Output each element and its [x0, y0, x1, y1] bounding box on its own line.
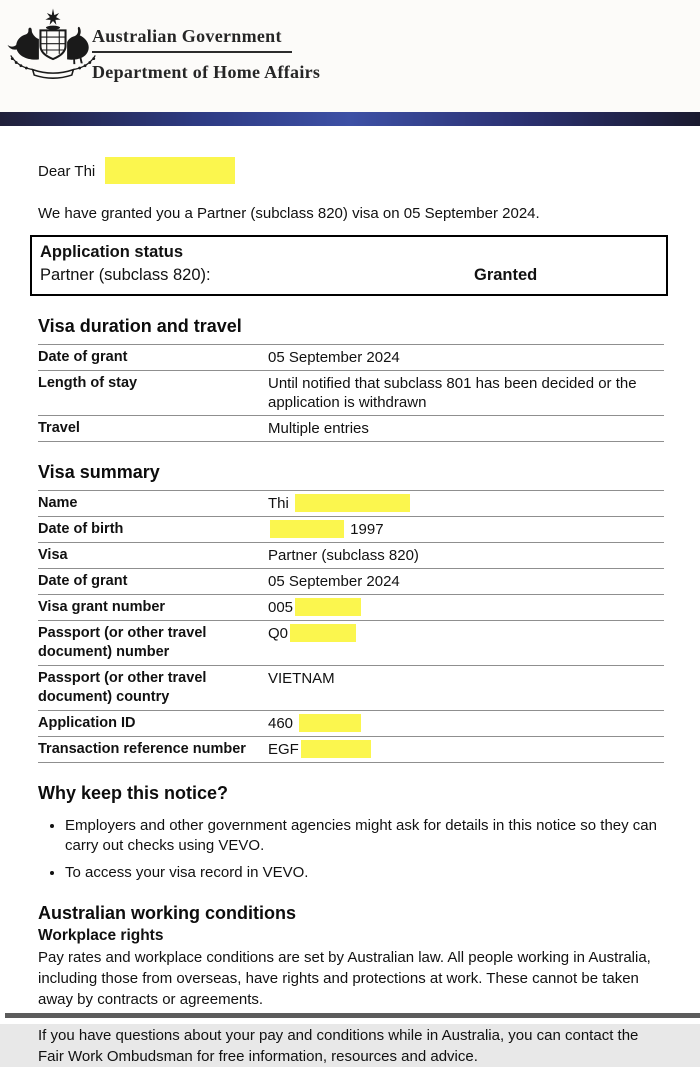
workplace-rights-paragraph-1: Pay rates and workplace conditions are set by Australian law. All people working in Australia, including those from overseas, have rights and protections at work. These cannot be taken away by contracts or agreements.	[38, 949, 651, 1008]
redaction-highlight	[301, 740, 371, 758]
application-status-title: Application status	[40, 243, 184, 261]
table-row	[38, 710, 664, 736]
header-divider	[92, 51, 292, 53]
value-text: 1997	[346, 521, 384, 538]
table-row	[38, 568, 664, 594]
document-header	[0, 0, 700, 112]
field-label: Date of grant	[38, 349, 128, 365]
visa-summary-table	[38, 490, 664, 763]
table-row	[38, 594, 664, 620]
field-value	[268, 572, 664, 591]
section-title-visa-duration: Visa duration and travel	[38, 316, 242, 336]
why-keep-notice-list	[38, 816, 664, 883]
bullet-item: • To access your visa record in VEVO.	[65, 863, 664, 883]
application-status-row	[40, 266, 658, 285]
table-row	[38, 665, 664, 710]
table-row	[38, 415, 664, 442]
government-title: Australian Government	[92, 26, 282, 46]
field-value	[268, 598, 664, 617]
value-text: Partner (subclass 820)	[268, 547, 419, 564]
value-text: EGF	[268, 741, 299, 758]
field-label: Visa	[38, 547, 68, 563]
section-title-visa-summary: Visa summary	[38, 462, 160, 482]
subsection-title-workplace-rights: Workplace rights	[38, 927, 164, 944]
field-value	[268, 714, 664, 733]
value-text: 05 September 2024	[268, 573, 400, 590]
visa-duration-table	[38, 344, 664, 442]
field-value	[268, 740, 664, 759]
redaction-highlight	[290, 624, 356, 642]
field-value	[268, 419, 664, 438]
australian-coat-of-arms-icon	[6, 4, 100, 96]
salutation-line	[38, 157, 664, 184]
table-row	[38, 542, 664, 568]
field-value	[268, 669, 664, 707]
field-value	[268, 546, 664, 565]
field-label: Travel	[38, 420, 80, 436]
redaction-highlight	[270, 520, 344, 538]
field-label: Name	[38, 495, 78, 511]
value-text: VIETNAM	[268, 670, 335, 687]
value-text: Until notified that subclass 801 has been decided or the application is withdrawn	[268, 375, 637, 411]
field-label: Application ID	[38, 715, 136, 731]
value-text: Thi	[268, 495, 294, 512]
table-row	[38, 736, 664, 763]
letter-body	[0, 157, 700, 1067]
value-text: 005	[268, 599, 294, 616]
value-text: Multiple entries	[268, 420, 369, 437]
field-label: Transaction reference number	[38, 741, 246, 757]
redaction-highlight	[295, 598, 361, 616]
field-value	[268, 374, 664, 412]
field-label: Date of birth	[38, 521, 124, 537]
field-value	[268, 494, 664, 513]
workplace-rights-paragraph-2: If you have questions about your pay and conditions while in Australia, you can contact the Fair Work Ombudsman for free information, resources and advice.	[38, 1027, 639, 1065]
table-row	[38, 490, 664, 516]
redaction-highlight	[105, 157, 235, 184]
bullet-item: • Employers and other government agencies might ask for details in this notice so they can carry out checks using VEVO.	[65, 816, 664, 856]
value-text: 05 September 2024	[268, 349, 400, 366]
table-row	[38, 344, 664, 370]
redaction-highlight	[295, 494, 410, 512]
value-text: Q0	[268, 625, 289, 642]
header-text-block	[92, 26, 320, 83]
value-text: 460	[268, 715, 298, 732]
value-text: Dear Thi	[38, 163, 100, 180]
field-value	[268, 624, 664, 662]
grant-statement: We have granted you a Partner (subclass 820) visa on 05 September 2024.	[38, 205, 540, 222]
table-row	[38, 620, 664, 665]
field-value	[268, 348, 664, 367]
section-title-working-conditions: Australian working conditions	[38, 903, 297, 923]
navy-banner-bar	[0, 112, 700, 126]
table-row	[38, 370, 664, 415]
field-label: Length of stay	[38, 375, 138, 391]
application-status-box	[30, 235, 668, 296]
section-title-why-keep-notice: Why keep this notice?	[38, 783, 229, 803]
field-label: Passport (or other travel document) number	[38, 625, 207, 660]
status-value: Granted	[474, 266, 538, 284]
department-title: Department of Home Affairs	[92, 62, 321, 82]
field-label: Visa grant number	[38, 599, 166, 615]
table-row	[38, 516, 664, 542]
field-label: Date of grant	[38, 573, 128, 589]
field-value	[268, 520, 664, 539]
page-footer-bar	[5, 1013, 700, 1018]
redaction-highlight	[299, 714, 361, 732]
status-visa-label: Partner (subclass 820):	[40, 266, 211, 284]
field-label: Passport (or other travel document) country	[38, 670, 207, 705]
